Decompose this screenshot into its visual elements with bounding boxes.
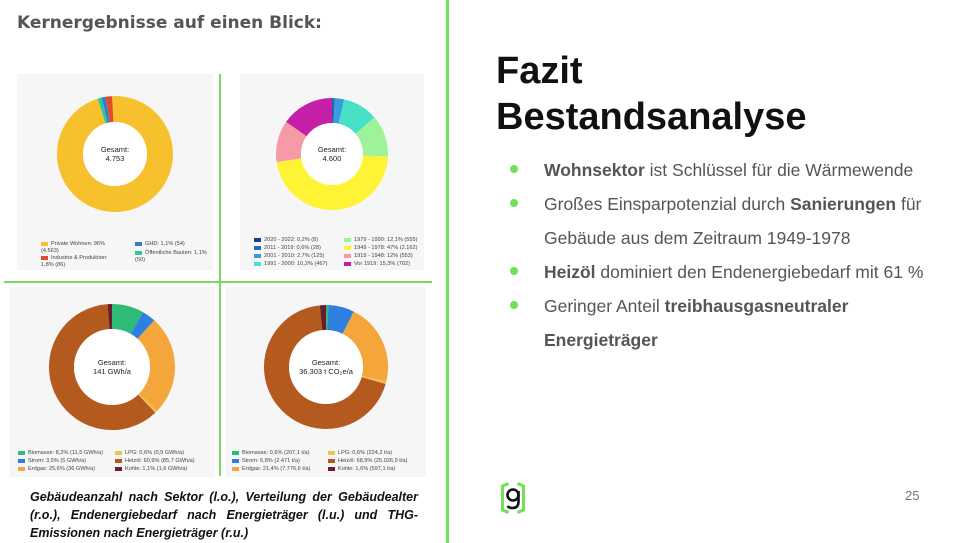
legend-entry bbox=[18, 450, 103, 457]
legend-label: 2001 - 2010: 2,7% (125) bbox=[264, 253, 325, 259]
donut-center-label bbox=[72, 358, 152, 376]
donut-slice bbox=[137, 323, 146, 329]
legend-label: Vor 1919: 15,3% (702) bbox=[354, 261, 410, 267]
title-line-1: Fazit bbox=[496, 50, 583, 92]
legend-entry bbox=[254, 253, 324, 260]
legend-swatch bbox=[232, 459, 239, 463]
bullet-item bbox=[510, 187, 930, 255]
figure-caption: Gebäudeanzahl nach Sektor (l.o.), Verteilung der Gebäudealter (r.o.), Endenergiebedarf nach Energieträger (l.u.) und THG-Emissionen nach Energieträger (r.u.) bbox=[30, 490, 418, 540]
legend-entry bbox=[115, 450, 184, 457]
title-line-2: Bestandsanalyse bbox=[496, 96, 807, 138]
legend-swatch bbox=[18, 451, 25, 455]
bullet-bold: Sanierungen bbox=[790, 194, 897, 214]
legend-label: Heizöl: 68,9% (25.026,9 t/a) bbox=[338, 458, 408, 464]
center-label-line: 4.600 bbox=[322, 154, 342, 163]
legend-entry bbox=[135, 241, 185, 248]
left-panel bbox=[0, 0, 446, 543]
legend-entry bbox=[232, 466, 310, 473]
legend-swatch bbox=[115, 459, 122, 463]
legend-swatch bbox=[254, 254, 261, 258]
center-label-line: Gesamt: bbox=[311, 358, 341, 367]
slide-divider bbox=[446, 0, 449, 543]
legend-swatch bbox=[344, 254, 351, 258]
legend-swatch bbox=[254, 238, 261, 242]
legend-swatch bbox=[18, 459, 25, 463]
donut-chart bbox=[10, 287, 215, 477]
legend-entry bbox=[41, 255, 121, 269]
legend-swatch bbox=[328, 451, 335, 455]
legend-entry bbox=[232, 450, 309, 457]
bullet-dot-icon bbox=[510, 267, 518, 275]
legend-entry bbox=[344, 237, 417, 244]
legend-entry bbox=[254, 237, 318, 244]
kern-heading: Kernergebnisse auf einen Blick: bbox=[17, 13, 322, 33]
logo-icon bbox=[498, 481, 528, 515]
donut-slice bbox=[105, 110, 108, 111]
donut-slice bbox=[147, 402, 148, 403]
summary-bullets bbox=[510, 153, 930, 357]
quadrant-divider-vertical bbox=[219, 74, 221, 476]
bullet-item bbox=[510, 289, 930, 357]
bullet-dot-icon bbox=[510, 165, 518, 173]
legend-label: 2020 - 2022: 0,2% (8) bbox=[264, 237, 319, 243]
legend-entry bbox=[232, 458, 300, 465]
donut-slice bbox=[108, 109, 113, 110]
bullet-pre: Großes Einsparpotenzial durch bbox=[544, 194, 791, 214]
donut-slice bbox=[341, 112, 364, 126]
legend-swatch bbox=[135, 242, 142, 246]
legend-label: Kohle: 1,1% (1,6 GWh/a) bbox=[125, 466, 188, 472]
legend-label: GHD: 1,1% (54) bbox=[145, 241, 185, 247]
legend-label: Biomasse: 0,6% (207,1 t/a) bbox=[242, 450, 310, 456]
center-label-line: 36.303 t CO₂e/a bbox=[299, 367, 353, 376]
legend-label: Biomasse: 8,2% (11,5 GWh/a) bbox=[28, 450, 104, 456]
donut-slice bbox=[334, 111, 341, 112]
quadrant-divider-horizontal bbox=[4, 281, 432, 283]
legend-entry bbox=[41, 241, 121, 255]
center-label-line: Gesamt: bbox=[100, 145, 130, 154]
legend-label: LPG: 0,6% (224,2 t/a) bbox=[338, 450, 393, 456]
center-label-line: Gesamt: bbox=[317, 145, 347, 154]
legend-swatch bbox=[328, 467, 335, 471]
donut-center-label bbox=[286, 358, 366, 376]
bullet-dot-icon bbox=[510, 301, 518, 309]
legend-entry bbox=[328, 458, 407, 465]
legend-entry bbox=[344, 245, 417, 252]
legend-swatch bbox=[232, 467, 239, 471]
chart-panel-emissions bbox=[226, 287, 426, 477]
legend-swatch bbox=[254, 246, 261, 250]
legend-label: 2011 - 2019: 0,6% (28) bbox=[264, 245, 321, 251]
legend-label: 1949 - 1978: 47% (2.162) bbox=[354, 245, 418, 251]
bullet-bold: Heizöl bbox=[544, 262, 596, 282]
page-number: 25 bbox=[905, 488, 920, 503]
chart-panel-building-age bbox=[240, 74, 424, 270]
bullet-item bbox=[510, 153, 930, 187]
legend-label: Strom: 3,5% (5 GWh/a) bbox=[28, 458, 87, 464]
bullet-item bbox=[510, 255, 930, 289]
legend-entry bbox=[328, 466, 395, 473]
legend-swatch bbox=[344, 238, 351, 242]
legend-label: LPG: 0,6% (0,9 GWh/a) bbox=[125, 450, 185, 456]
center-label-line: Gesamt: bbox=[97, 358, 127, 367]
legend-entry bbox=[135, 250, 215, 264]
bullet-dot-icon bbox=[510, 199, 518, 207]
legend-label: Private Wohnen: 96% (4.563) bbox=[41, 241, 106, 254]
legend-label: 1979 - 1990: 12,1% (555) bbox=[354, 237, 418, 243]
donut-slice bbox=[328, 318, 348, 323]
donut-slice bbox=[112, 317, 137, 324]
donut-slice bbox=[102, 110, 105, 111]
center-label-line: 141 GWh/a bbox=[93, 367, 131, 376]
donut-chart bbox=[226, 287, 426, 477]
legend-swatch bbox=[115, 467, 122, 471]
legend-swatch bbox=[18, 467, 25, 471]
chart-panel-energy-demand bbox=[10, 287, 215, 477]
legend-swatch bbox=[344, 262, 351, 266]
bullet-rest: ist Schlüssel für die Wärmewende bbox=[644, 160, 914, 180]
bullet-rest: für Gebäude aus dem Zeitraum 1949-1978 bbox=[544, 194, 922, 248]
legend-swatch bbox=[41, 256, 48, 260]
chart-panel-building-sectors bbox=[17, 74, 213, 270]
bullet-rest: dominiert den Endenergiebedarf mit 61 % bbox=[595, 262, 924, 282]
legend-label: Heizöl: 60,9% (85,7 GWh/a) bbox=[125, 458, 195, 464]
legend-entry bbox=[254, 245, 321, 252]
legend-label: Kohle: 1,6% (597,1 t/a) bbox=[338, 466, 396, 472]
legend-swatch bbox=[41, 242, 48, 246]
legend-swatch bbox=[344, 246, 351, 250]
legend-entry bbox=[344, 253, 413, 260]
legend-label: Strom: 6,8% (2.471 t/a) bbox=[242, 458, 300, 464]
legend-label: 1991 - 2000: 10,2% (467) bbox=[264, 261, 328, 267]
legend-label: Erdgas: 21,4% (7.776,6 t/a) bbox=[242, 466, 311, 472]
legend-entry bbox=[18, 458, 86, 465]
legend-entry bbox=[115, 458, 195, 465]
legend-entry bbox=[328, 450, 392, 457]
bullet-pre: Geringer Anteil bbox=[544, 296, 665, 316]
legend-swatch bbox=[115, 451, 122, 455]
bullet-bold: Wohnsektor bbox=[544, 160, 645, 180]
center-label-line: 4.753 bbox=[105, 154, 125, 163]
legend-swatch bbox=[135, 251, 142, 255]
slide-title bbox=[496, 48, 807, 140]
donut-center-label bbox=[75, 145, 155, 163]
legend-label: 1919 - 1948: 12% (553) bbox=[354, 253, 413, 259]
legend-entry bbox=[115, 466, 187, 473]
legend-swatch bbox=[232, 451, 239, 455]
legend-entry bbox=[18, 466, 95, 473]
legend-label: Industrie & Produktion: 1,8% (86) bbox=[41, 255, 108, 268]
donut-center-label bbox=[292, 145, 372, 163]
legend-swatch bbox=[254, 262, 261, 266]
legend-label: Öffentliche Bauten: 1,1% (50) bbox=[135, 250, 207, 263]
bullet-bold: treibhausgasneutraler Energieträger bbox=[544, 296, 849, 350]
legend-entry bbox=[344, 261, 410, 268]
legend-label: Erdgas: 25,6% (36 GWh/a) bbox=[28, 466, 96, 472]
legend-swatch bbox=[328, 459, 335, 463]
legend-entry bbox=[254, 261, 327, 268]
